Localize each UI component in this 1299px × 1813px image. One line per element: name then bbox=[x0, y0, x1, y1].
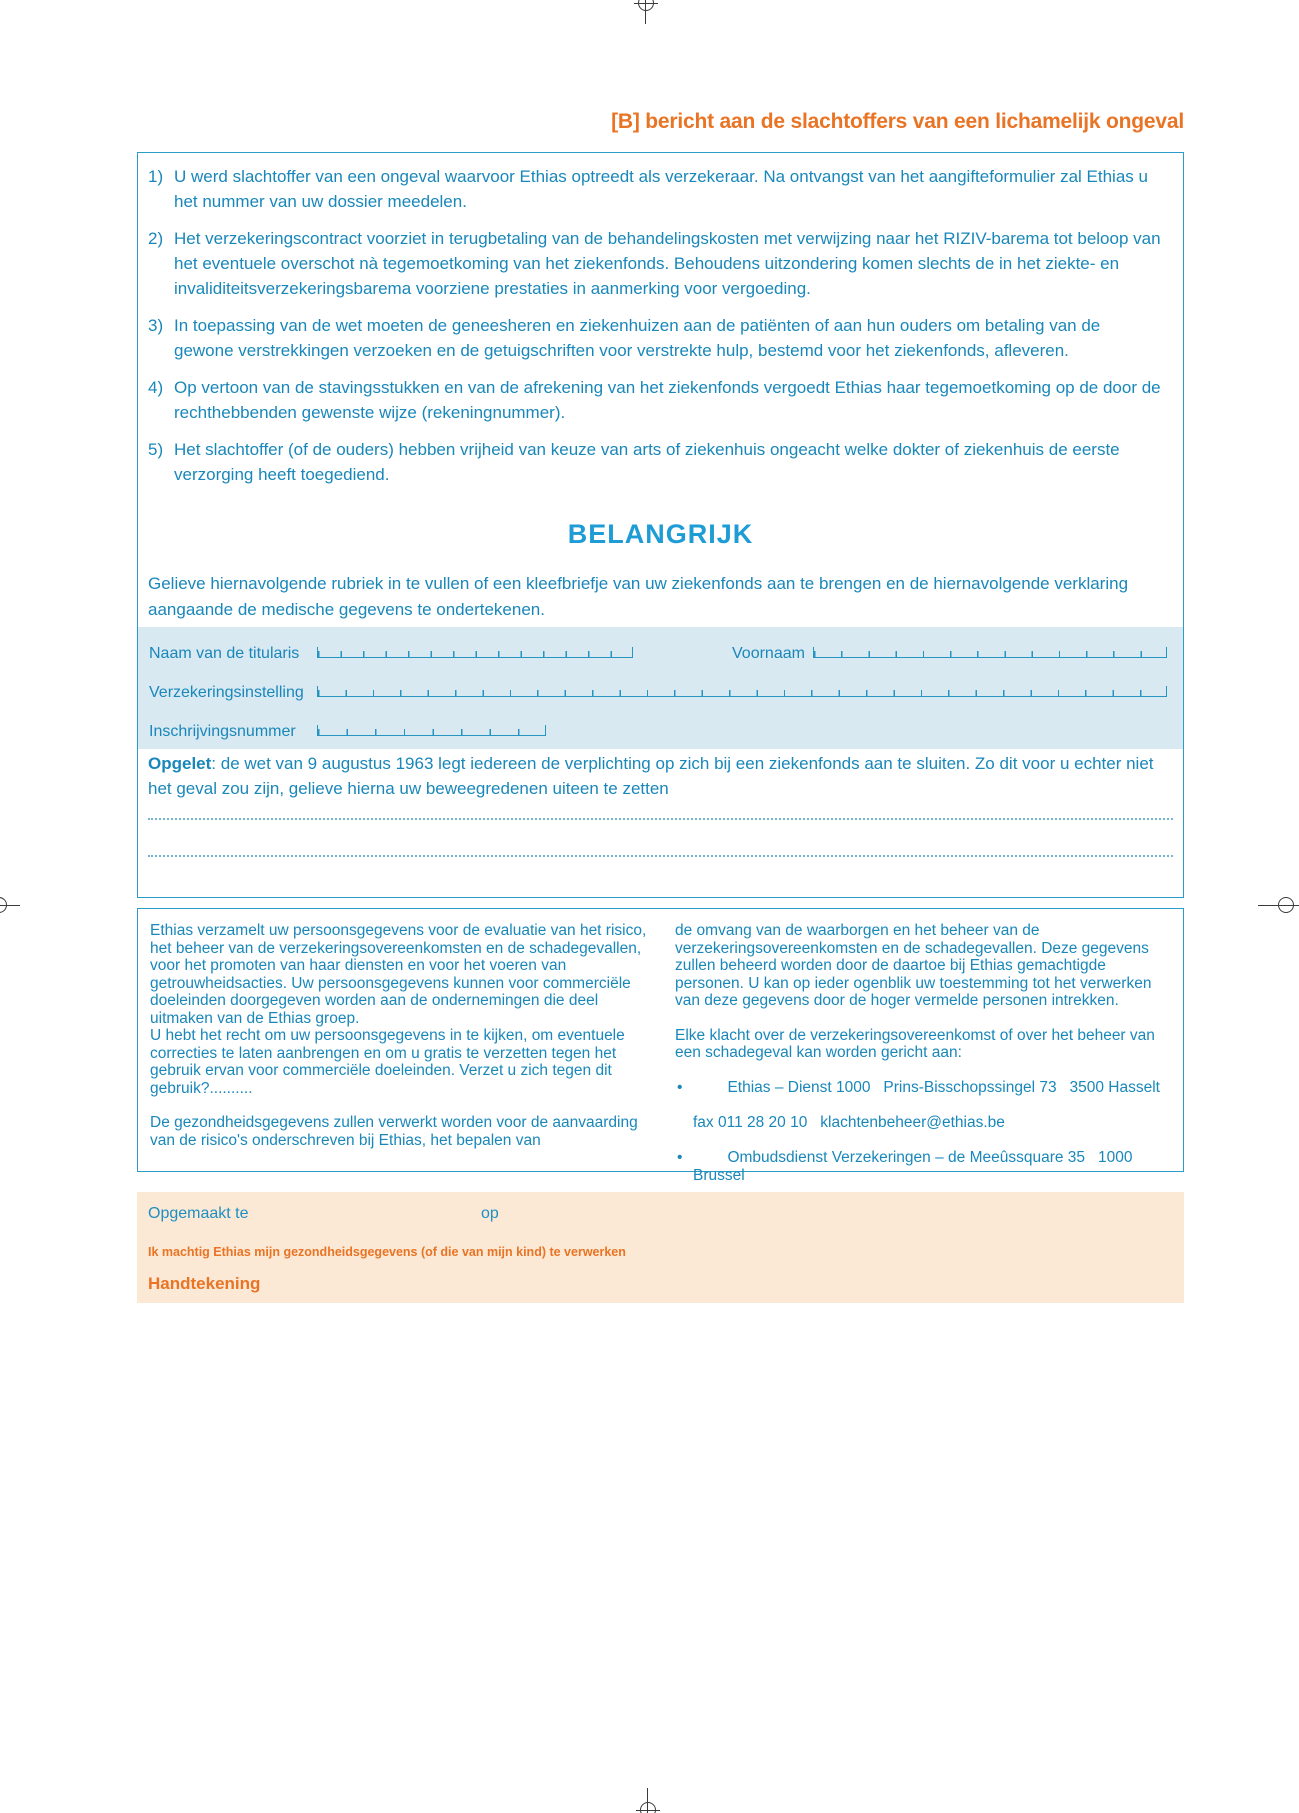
list-item-text: Op vertoon van de stavingsstukken en van de afrekening van het ziekenfonds vergoedt Ethias haar tegemoetkoming op de door de rechthebbenden gewenste wijze (rekeningnummer). bbox=[174, 378, 1161, 422]
reasons-line-1[interactable] bbox=[148, 818, 1173, 820]
intro-text: Gelieve hiernavolgende rubriek in te vullen of een kleefbriefje van uw ziekenfonds aan te brengen en de hiernavolgende verklaring aangaande de medische gegevens te ondertekenen. bbox=[148, 574, 1129, 619]
privacy-paragraph: Ethias verzamelt uw persoonsgegevens voor de evaluatie van het risico, het beheer van de verzekeringsovereenkomsten en de schadegevallen, voor het promoten van haar diensten en voor het voeren van getrouwheidsacties. Uw persoonsgegevens kunnen voor commerciële doeleinden doorgegeven worden aan de ondernemingen die deel uitmaken van de Ethias groep. bbox=[150, 922, 647, 1027]
list-item-text: In toepassing van de wet moeten de geneesheren en ziekenhuizen aan de patiënten of aan hun ouders om betaling van de gewone verstrekkingen verzoeken en de getuigschriften voor verstrekte hulp, bestemd voor het ziekenfonds, afleveren. bbox=[174, 316, 1101, 360]
important-heading: BELANGRIJK bbox=[567, 519, 754, 549]
privacy-column-left bbox=[150, 922, 655, 1158]
consent-text: Ik machtig Ethias mijn gezondheidsgegevens (of die van mijn kind) te verwerken bbox=[148, 1245, 626, 1259]
privacy-paragraph: Elke klacht over de verzekeringsovereenkomst of over het beheer van een schadegeval kan worden gericht aan: bbox=[675, 1026, 1155, 1061]
field-label-number: Inschrijvingsnummer bbox=[149, 723, 296, 740]
bullet-icon: • bbox=[677, 1079, 683, 1096]
bullet-icon: • bbox=[677, 1149, 683, 1166]
privacy-paragraph: De gezondheidsgegevens zullen verwerkt worden voor de aanvaarding van de risico's onderschreven bij Ethias, het bepalen van bbox=[150, 1114, 638, 1149]
complaint-address-ombudsman bbox=[675, 1132, 1171, 1202]
attention-text bbox=[148, 751, 1169, 801]
list-item-number: 1) bbox=[148, 167, 164, 186]
membership-number-field[interactable] bbox=[317, 725, 546, 736]
list-item-number: 2) bbox=[148, 229, 164, 248]
attention-body: : de wet van 9 augustus 1963 legt iedereen de verplichting op zich bij een ziekenfonds aan te sluiten. Zo dit voor u echter niet het geval zou zijn, gelieve hierna uw beweegredenen uiteen te zetten bbox=[148, 754, 1154, 798]
list-item bbox=[148, 164, 1161, 214]
list-item bbox=[148, 375, 1161, 425]
list-item bbox=[148, 226, 1161, 301]
notice-box bbox=[137, 152, 1184, 898]
list-item-number: 5) bbox=[148, 440, 164, 459]
reasons-line-2[interactable] bbox=[148, 855, 1173, 857]
list-item-text: Het verzekeringscontract voorziet in terugbetaling van de behandelingskosten met verwijzing naar het RIZIV-barema tot beloop van het eventuele overschot nà tegemoetkoming van het ziekenfonds. Behoudens uitzondering komen slechts de in het ziekte- en invaliditeitsverzekeringsbarema voorziene prestaties in aanmerking voor vergoeding. bbox=[174, 229, 1161, 298]
insurer-field[interactable] bbox=[317, 686, 1167, 697]
notice-list bbox=[148, 164, 1161, 499]
privacy-box bbox=[137, 908, 1184, 1184]
field-label-insurer: Verzekeringsinstelling bbox=[149, 684, 304, 701]
privacy-paragraph: de omvang van de waarborgen en het beheer van de verzekeringsovereenkomsten en de schadegevallen. Deze gegevens zullen beheerd worden door de daartoe bij Ethias gemachtigde personen. U kan op ieder ogenblik uw toestemming tot het verwerken van deze gegevens door de hoger vermelde personen intrekken. bbox=[675, 922, 1152, 1009]
list-item bbox=[148, 437, 1161, 487]
privacy-paragraph: U hebt het recht om uw persoonsgegevens in te kijken, om eventuele correcties te laten aanbrengen en om u gratis te verzetten tegen het gebruik ervan voor commerciële doeleinden. Verzet u zich tegen dit gebruik?.......... bbox=[150, 1027, 625, 1097]
firstname-field[interactable] bbox=[813, 647, 1167, 658]
field-label-firstname: Voornaam bbox=[732, 645, 805, 662]
complaint-address-line: Ombudsdienst Verzekeringen – de Meeûssquare 35 1000 Brussel bbox=[693, 1149, 1137, 1184]
list-item-number: 3) bbox=[148, 316, 164, 335]
privacy-column-right bbox=[675, 922, 1171, 1184]
page-title: [B] bericht aan de slachtoffers van een lichamelijk ongeval bbox=[611, 110, 1184, 133]
complaint-address-line: Ethias – Dienst 1000 Prins-Bisschopssingel 73 3500 Hasselt bbox=[727, 1079, 1160, 1096]
list-item-text: U werd slachtoffer van een ongeval waarvoor Ethias optreedt als verzekeraar. Na ontvangst van het aangifteformulier zal Ethias u het nummer van uw dossier meedelen. bbox=[174, 167, 1148, 211]
date-label: op bbox=[481, 1205, 499, 1222]
name-field[interactable] bbox=[317, 647, 633, 658]
attention-label: Opgelet bbox=[148, 754, 212, 773]
list-item bbox=[148, 313, 1161, 363]
list-item-number: 4) bbox=[148, 378, 164, 397]
signature-panel bbox=[137, 1192, 1184, 1303]
complaint-contact-ethias: fax 011 28 20 10 klachtenbeheer@ethias.be bbox=[693, 1114, 1005, 1131]
signature-label: Handtekening bbox=[148, 1274, 261, 1293]
list-item-text: Het slachtoffer (of de ouders) hebben vrijheid van keuze van arts of ziekenhuis ongeacht welke dokter of ziekenhuis de eerste verzorging heeft toegediend. bbox=[174, 440, 1120, 484]
member-info-panel bbox=[138, 627, 1183, 749]
field-label-name: Naam van de titularis bbox=[149, 645, 300, 662]
complaint-address-ethias bbox=[675, 1062, 1171, 1115]
place-label: Opgemaakt te bbox=[148, 1205, 249, 1222]
